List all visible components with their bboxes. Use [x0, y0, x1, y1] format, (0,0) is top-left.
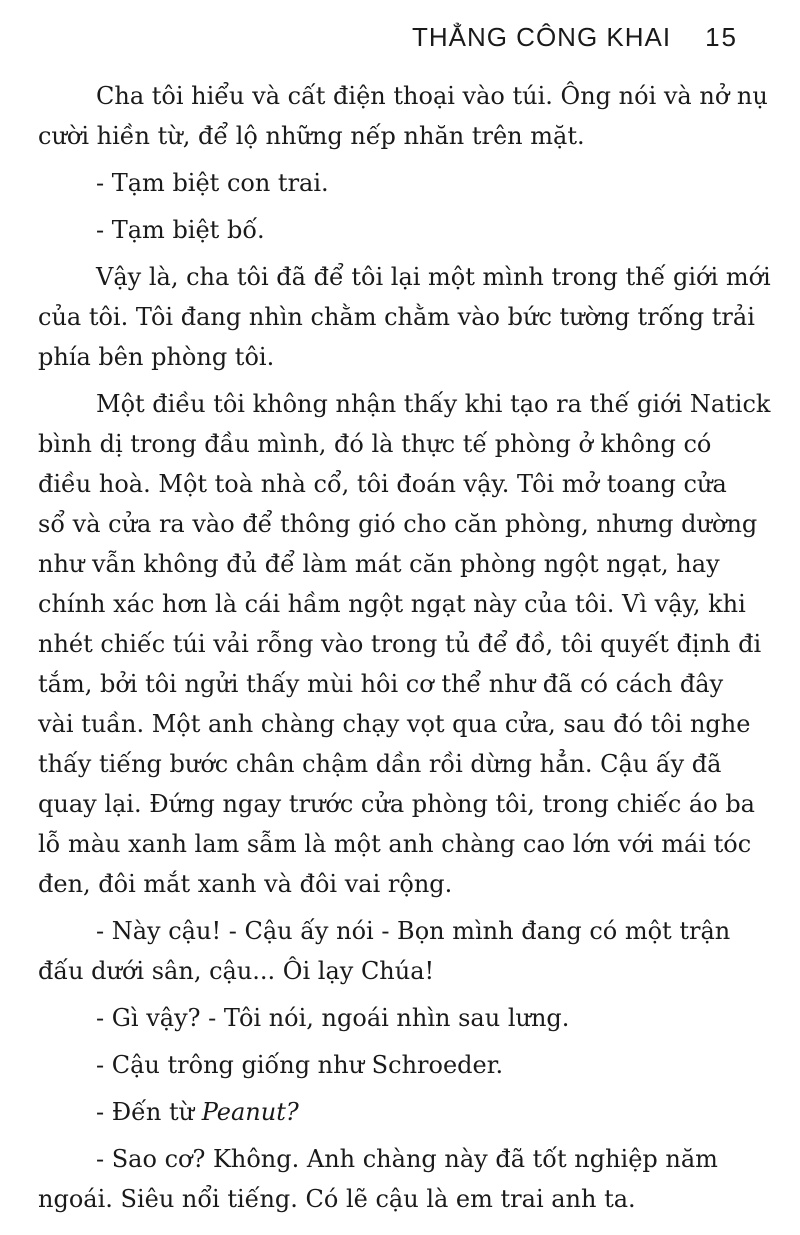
- text-line: phía bên phòng tôi.: [38, 343, 275, 371]
- text-line: đấu dưới sân, cậu... Ôi lạy Chúa!: [38, 957, 435, 985]
- text-line: [96, 1092, 736, 1132]
- text-line: như vẫn không đủ để làm mát căn phòng ngột ngạt, hay: [38, 550, 720, 578]
- italic-title: Peanut?: [201, 1098, 299, 1126]
- text-line: quay lại. Đứng ngay trước cửa phòng tôi, trong chiếc áo ba: [38, 790, 755, 818]
- dialogue-line: [38, 911, 736, 991]
- running-header: [62, 22, 738, 53]
- text-line: Một điều tôi không nhận thấy khi tạo ra thế giới Natick: [96, 390, 771, 418]
- text-line: chính xác hơn là cái hầm ngột ngạt này của tôi. Vì vậy, khi: [38, 590, 746, 618]
- text-line: - Tạm biệt bố.: [96, 216, 265, 244]
- text-line: điều hoà. Một toà nhà cổ, tôi đoán vậy. Tôi mở toang cửa: [38, 470, 727, 498]
- text-line: sổ và cửa ra vào để thông gió cho căn phòng, nhưng dường: [38, 510, 758, 538]
- paragraph: [38, 384, 771, 904]
- page-number: 15: [705, 22, 738, 52]
- text-line: Vậy là, cha tôi đã để tôi lại một mình trong thế giới mới: [96, 263, 771, 291]
- text-line: vài tuần. Một anh chàng chạy vọt qua cửa, sau đó tôi nghe: [38, 710, 751, 738]
- dialogue-line: [96, 1092, 736, 1132]
- paragraph: [38, 257, 771, 377]
- dialogue-line: [96, 163, 736, 203]
- text-line: nhét chiếc túi vải rỗng vào trong tủ để đồ, tôi quyết định đi: [38, 630, 762, 658]
- text-line: - Sao cơ? Không. Anh chàng này đã tốt nghiệp năm: [96, 1145, 718, 1173]
- text-line: bình dị trong đầu mình, đó là thực tế phòng ở không có: [38, 430, 712, 458]
- text-line: ngoái. Siêu nổi tiếng. Có lẽ cậu là em trai anh ta.: [38, 1185, 636, 1213]
- text-line: - Cậu trông giống như Schroeder.: [96, 1051, 504, 1079]
- text-line: lỗ màu xanh lam sẫm là một anh chàng cao lớn với mái tóc: [38, 830, 752, 858]
- text-line: tắm, bởi tôi ngửi thấy mùi hôi cơ thể như đã có cách đây: [38, 670, 724, 698]
- text-line: cười hiền từ, để lộ những nếp nhăn trên mặt.: [38, 122, 585, 150]
- text-span: - Đến từ: [96, 1098, 202, 1126]
- text-line: - Gì vậy? - Tôi nói, ngoái nhìn sau lưng.: [96, 1004, 570, 1032]
- text-line: - Tạm biệt con trai.: [96, 169, 329, 197]
- text-line: Cha tôi hiểu và cất điện thoại vào túi. Ông nói và nở nụ: [96, 82, 768, 110]
- paragraph: [38, 76, 768, 156]
- dialogue-line: [96, 1045, 736, 1085]
- text-line: thấy tiếng bước chân chậm dần rồi dừng hẳn. Cậu ấy đã: [38, 750, 722, 778]
- body-text: [38, 76, 771, 1226]
- text-line: đen, đôi mắt xanh và đôi vai rộng.: [38, 870, 453, 898]
- dialogue-line: [96, 998, 736, 1038]
- dialogue-line: [38, 1139, 736, 1219]
- text-line: của tôi. Tôi đang nhìn chằm chằm vào bức tường trống trải: [38, 303, 755, 331]
- chapter-title: THẲNG CÔNG KHAI: [411, 22, 672, 52]
- dialogue-line: [96, 210, 736, 250]
- text-line: - Này cậu! - Cậu ấy nói - Bọn mình đang có một trận: [96, 917, 731, 945]
